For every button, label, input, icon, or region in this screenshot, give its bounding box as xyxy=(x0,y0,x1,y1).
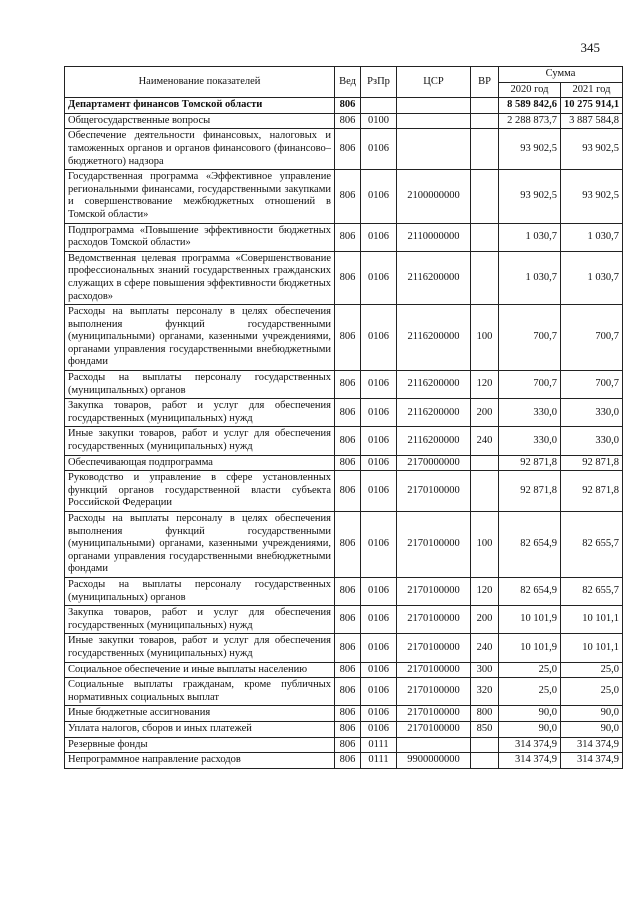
cell-rzpr: 0106 xyxy=(361,305,397,371)
cell-csr: 2170100000 xyxy=(397,662,471,678)
table-row xyxy=(65,678,623,706)
cell-2020: 93 902,5 xyxy=(499,129,561,170)
cell-2021: 3 887 584,8 xyxy=(561,113,623,129)
cell-ved: 806 xyxy=(335,98,361,114)
cell-ved: 806 xyxy=(335,678,361,706)
cell-ved: 806 xyxy=(335,737,361,753)
header-2020: 2020 год xyxy=(499,82,561,98)
table-row xyxy=(65,251,623,304)
cell-csr: 2170100000 xyxy=(397,471,471,512)
cell-name: Закупка товаров, работ и услуг для обеспечения государственных (муниципальных) нужд xyxy=(65,606,335,634)
cell-rzpr: 0106 xyxy=(361,662,397,678)
cell-2020: 700,7 xyxy=(499,371,561,399)
cell-name: Ведомственная целевая программа «Совершенствование профессиональных знаний государственных гражданских служащих в сфере повышения эффективности бюджетных расходов» xyxy=(65,251,335,304)
cell-rzpr: 0106 xyxy=(361,399,397,427)
header-name: Наименование показателей xyxy=(65,67,335,98)
cell-vr xyxy=(471,471,499,512)
cell-vr: 120 xyxy=(471,577,499,605)
table-row xyxy=(65,129,623,170)
cell-rzpr: 0106 xyxy=(361,223,397,251)
cell-2020: 92 871,8 xyxy=(499,455,561,471)
cell-rzpr: 0100 xyxy=(361,113,397,129)
table-row xyxy=(65,427,623,455)
cell-2020: 10 101,9 xyxy=(499,634,561,662)
cell-2021: 82 655,7 xyxy=(561,512,623,578)
cell-ved: 806 xyxy=(335,471,361,512)
cell-2020: 8 589 842,6 xyxy=(499,98,561,114)
cell-name: Расходы на выплаты персоналу государственных (муниципальных) органов xyxy=(65,577,335,605)
cell-ved: 806 xyxy=(335,455,361,471)
cell-2021: 90,0 xyxy=(561,721,623,737)
cell-name: Непрограммное направление расходов xyxy=(65,753,335,769)
cell-csr: 2170100000 xyxy=(397,577,471,605)
cell-2021: 10 275 914,1 xyxy=(561,98,623,114)
cell-2020: 93 902,5 xyxy=(499,170,561,223)
cell-vr: 100 xyxy=(471,305,499,371)
cell-csr: 2100000000 xyxy=(397,170,471,223)
page-number: 345 xyxy=(580,40,600,55)
cell-name: Иные бюджетные ассигнования xyxy=(65,706,335,722)
cell-vr xyxy=(471,455,499,471)
cell-rzpr: 0106 xyxy=(361,427,397,455)
cell-csr xyxy=(397,737,471,753)
cell-ved: 806 xyxy=(335,399,361,427)
table-row xyxy=(65,371,623,399)
cell-2021: 700,7 xyxy=(561,371,623,399)
cell-rzpr: 0106 xyxy=(361,678,397,706)
cell-ved: 806 xyxy=(335,606,361,634)
cell-2021: 82 655,7 xyxy=(561,577,623,605)
cell-2020: 10 101,9 xyxy=(499,606,561,634)
cell-ved: 806 xyxy=(335,371,361,399)
cell-ved: 806 xyxy=(335,662,361,678)
cell-2021: 10 101,1 xyxy=(561,634,623,662)
cell-vr: 800 xyxy=(471,706,499,722)
cell-name: Руководство и управление в сфере установленных функций органов государственной власти субъекта Российской Федерации xyxy=(65,471,335,512)
header-sum: Сумма xyxy=(499,67,623,83)
cell-2021: 92 871,8 xyxy=(561,471,623,512)
cell-ved: 806 xyxy=(335,129,361,170)
cell-rzpr: 0106 xyxy=(361,721,397,737)
table-row xyxy=(65,737,623,753)
table-row xyxy=(65,706,623,722)
table-row xyxy=(65,455,623,471)
cell-ved: 806 xyxy=(335,577,361,605)
table-row xyxy=(65,98,623,114)
cell-name: Государственная программа «Эффективное управление региональными финансами, государственными закупками и совершенствование межбюджетных отношений в Томской области» xyxy=(65,170,335,223)
cell-2020: 82 654,9 xyxy=(499,577,561,605)
header-vr: ВР xyxy=(471,67,499,98)
cell-vr: 200 xyxy=(471,399,499,427)
cell-2020: 330,0 xyxy=(499,399,561,427)
cell-name: Общегосударственные вопросы xyxy=(65,113,335,129)
cell-2020: 25,0 xyxy=(499,662,561,678)
cell-2020: 700,7 xyxy=(499,305,561,371)
cell-name: Обеспечение деятельности финансовых, налоговых и таможенных органов и органов финансового (финансово–бюджетного) надзора xyxy=(65,129,335,170)
cell-2021: 1 030,7 xyxy=(561,223,623,251)
cell-vr: 100 xyxy=(471,512,499,578)
cell-2021: 25,0 xyxy=(561,662,623,678)
cell-2021: 25,0 xyxy=(561,678,623,706)
cell-2021: 314 374,9 xyxy=(561,737,623,753)
table-header xyxy=(65,67,623,98)
cell-vr: 240 xyxy=(471,427,499,455)
cell-2020: 92 871,8 xyxy=(499,471,561,512)
cell-ved: 806 xyxy=(335,305,361,371)
cell-csr: 2110000000 xyxy=(397,223,471,251)
cell-2021: 90,0 xyxy=(561,706,623,722)
cell-vr xyxy=(471,98,499,114)
cell-2021: 700,7 xyxy=(561,305,623,371)
table-row xyxy=(65,471,623,512)
cell-2020: 2 288 873,7 xyxy=(499,113,561,129)
cell-name: Резервные фонды xyxy=(65,737,335,753)
cell-name: Расходы на выплаты персоналу государственных (муниципальных) органов xyxy=(65,371,335,399)
cell-rzpr: 0106 xyxy=(361,577,397,605)
cell-vr: 120 xyxy=(471,371,499,399)
header-csr: ЦСР xyxy=(397,67,471,98)
cell-rzpr: 0111 xyxy=(361,737,397,753)
cell-2021: 92 871,8 xyxy=(561,455,623,471)
table-row xyxy=(65,577,623,605)
table-row xyxy=(65,399,623,427)
table-row xyxy=(65,721,623,737)
cell-vr xyxy=(471,223,499,251)
header-2021: 2021 год xyxy=(561,82,623,98)
cell-name: Социальные выплаты гражданам, кроме публичных нормативных социальных выплат xyxy=(65,678,335,706)
cell-ved: 806 xyxy=(335,223,361,251)
cell-ved: 806 xyxy=(335,251,361,304)
cell-rzpr: 0106 xyxy=(361,706,397,722)
table-row xyxy=(65,634,623,662)
cell-name: Уплата налогов, сборов и иных платежей xyxy=(65,721,335,737)
cell-csr: 2116200000 xyxy=(397,251,471,304)
cell-vr xyxy=(471,129,499,170)
cell-name: Обеспечивающая подпрограмма xyxy=(65,455,335,471)
cell-2020: 90,0 xyxy=(499,706,561,722)
table-row xyxy=(65,223,623,251)
cell-2021: 10 101,1 xyxy=(561,606,623,634)
cell-vr: 200 xyxy=(471,606,499,634)
cell-rzpr: 0106 xyxy=(361,170,397,223)
cell-csr: 2170100000 xyxy=(397,512,471,578)
cell-csr xyxy=(397,113,471,129)
cell-name: Департамент финансов Томской области xyxy=(65,98,335,114)
cell-vr xyxy=(471,753,499,769)
cell-rzpr xyxy=(361,98,397,114)
cell-name: Закупка товаров, работ и услуг для обеспечения государственных (муниципальных) нужд xyxy=(65,399,335,427)
cell-csr: 2116200000 xyxy=(397,305,471,371)
cell-rzpr: 0106 xyxy=(361,371,397,399)
cell-ved: 806 xyxy=(335,706,361,722)
cell-rzpr: 0111 xyxy=(361,753,397,769)
cell-ved: 806 xyxy=(335,170,361,223)
cell-vr: 300 xyxy=(471,662,499,678)
cell-2020: 82 654,9 xyxy=(499,512,561,578)
table-row xyxy=(65,753,623,769)
cell-2021: 93 902,5 xyxy=(561,170,623,223)
cell-vr: 240 xyxy=(471,634,499,662)
cell-csr xyxy=(397,129,471,170)
cell-2020: 330,0 xyxy=(499,427,561,455)
cell-rzpr: 0106 xyxy=(361,455,397,471)
cell-vr xyxy=(471,737,499,753)
cell-csr: 2170100000 xyxy=(397,678,471,706)
cell-vr: 320 xyxy=(471,678,499,706)
cell-csr: 2170100000 xyxy=(397,634,471,662)
table-row xyxy=(65,606,623,634)
table-row xyxy=(65,662,623,678)
cell-name: Иные закупки товаров, работ и услуг для обеспечения государственных (муниципальных) нужд xyxy=(65,427,335,455)
cell-ved: 806 xyxy=(335,113,361,129)
table-body xyxy=(65,98,623,769)
table-row xyxy=(65,170,623,223)
cell-csr: 2170100000 xyxy=(397,706,471,722)
cell-2021: 314 374,9 xyxy=(561,753,623,769)
cell-name: Расходы на выплаты персоналу в целях обеспечения выполнения функций государственными (муниципальными) органами, казенными учреждениями, органами управления государственными внебюджетными фондами xyxy=(65,305,335,371)
cell-csr xyxy=(397,98,471,114)
cell-2021: 93 902,5 xyxy=(561,129,623,170)
cell-csr: 2116200000 xyxy=(397,371,471,399)
cell-ved: 806 xyxy=(335,512,361,578)
budget-table xyxy=(64,66,623,769)
header-rzpr: РзПр xyxy=(361,67,397,98)
cell-2020: 25,0 xyxy=(499,678,561,706)
cell-rzpr: 0106 xyxy=(361,512,397,578)
cell-2020: 90,0 xyxy=(499,721,561,737)
cell-rzpr: 0106 xyxy=(361,471,397,512)
cell-rzpr: 0106 xyxy=(361,129,397,170)
cell-vr xyxy=(471,170,499,223)
cell-csr: 2170100000 xyxy=(397,606,471,634)
table-row xyxy=(65,305,623,371)
cell-2021: 1 030,7 xyxy=(561,251,623,304)
cell-vr: 850 xyxy=(471,721,499,737)
header-ved: Вед xyxy=(335,67,361,98)
cell-rzpr: 0106 xyxy=(361,634,397,662)
cell-name: Подпрограмма «Повышение эффективности бюджетных расходов Томской области» xyxy=(65,223,335,251)
cell-rzpr: 0106 xyxy=(361,606,397,634)
table-row xyxy=(65,512,623,578)
cell-2020: 314 374,9 xyxy=(499,737,561,753)
cell-2020: 1 030,7 xyxy=(499,223,561,251)
cell-name: Иные закупки товаров, работ и услуг для обеспечения государственных (муниципальных) нужд xyxy=(65,634,335,662)
cell-name: Социальное обеспечение и иные выплаты населению xyxy=(65,662,335,678)
cell-2021: 330,0 xyxy=(561,427,623,455)
cell-rzpr: 0106 xyxy=(361,251,397,304)
cell-vr xyxy=(471,113,499,129)
cell-ved: 806 xyxy=(335,721,361,737)
cell-csr: 9900000000 xyxy=(397,753,471,769)
cell-csr: 2116200000 xyxy=(397,427,471,455)
cell-ved: 806 xyxy=(335,753,361,769)
cell-name: Расходы на выплаты персоналу в целях обеспечения выполнения функций государственными (муниципальными) органами, казенными учреждениями, органами управления государственными внебюджетными фондами xyxy=(65,512,335,578)
table-row xyxy=(65,113,623,129)
cell-2021: 330,0 xyxy=(561,399,623,427)
cell-ved: 806 xyxy=(335,427,361,455)
cell-vr xyxy=(471,251,499,304)
cell-ved: 806 xyxy=(335,634,361,662)
cell-2020: 1 030,7 xyxy=(499,251,561,304)
cell-csr: 2116200000 xyxy=(397,399,471,427)
cell-csr: 2170000000 xyxy=(397,455,471,471)
cell-csr: 2170100000 xyxy=(397,721,471,737)
cell-2020: 314 374,9 xyxy=(499,753,561,769)
